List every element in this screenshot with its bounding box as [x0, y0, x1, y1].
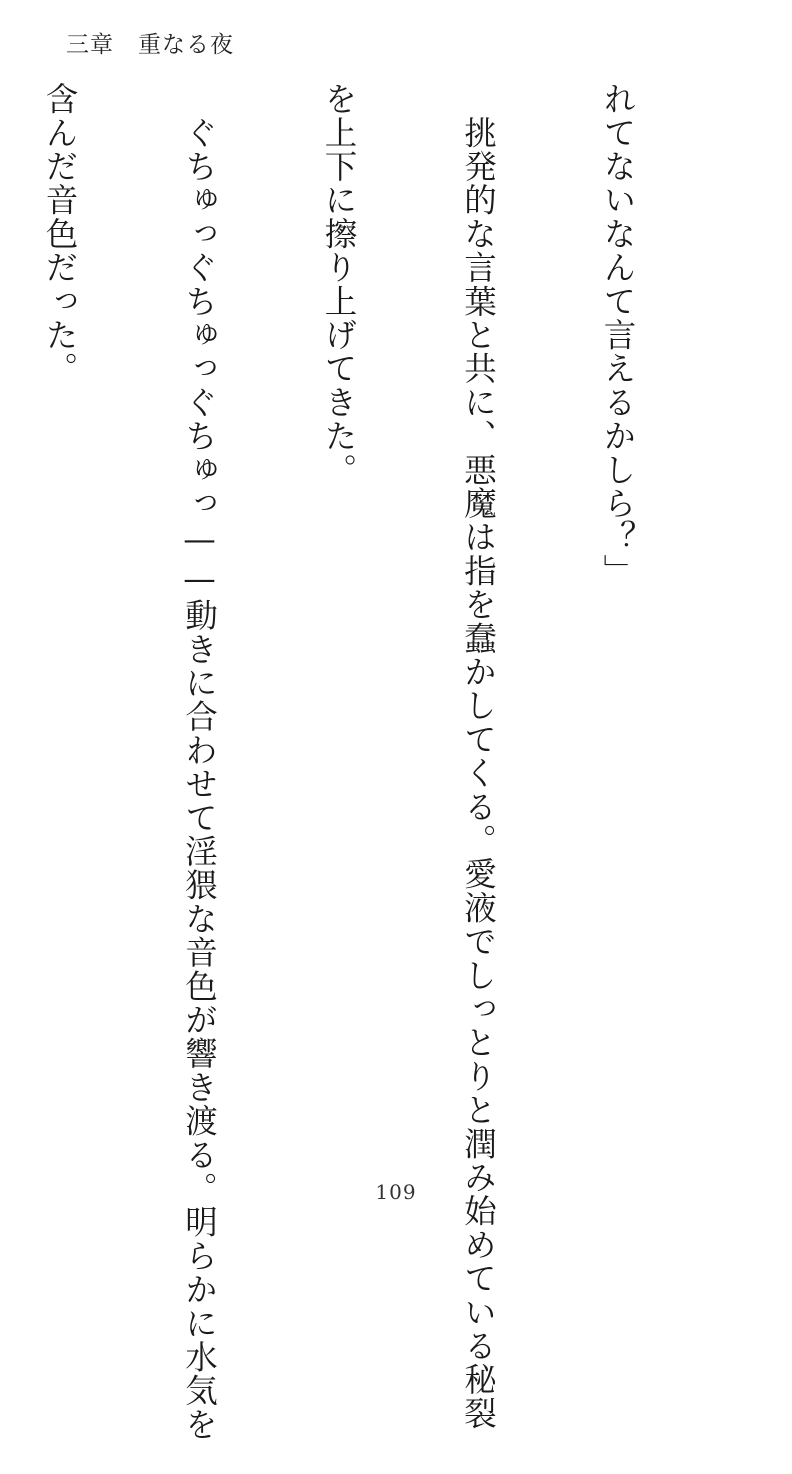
text-line: ぐちゅっぐちゅっぐちゅっ——動きに合わせて淫猥な音色が響き渡る。明らかに水気を — [180, 82, 219, 1441]
text-line: れてないなんて言えるかしら？」 — [599, 82, 637, 588]
running-head: 三章 重なる夜 — [66, 32, 234, 58]
text-line: を上下に擦り上げてきた。 — [320, 82, 358, 487]
page-number: 109 — [375, 1180, 417, 1204]
text-line: 挑発的な言葉と共に、悪魔は指を蠢かしてくる。愛液でしっとりと潤み始めている秘裂 — [459, 82, 498, 1430]
text-line: 含んだ音色だった。 — [41, 82, 79, 386]
